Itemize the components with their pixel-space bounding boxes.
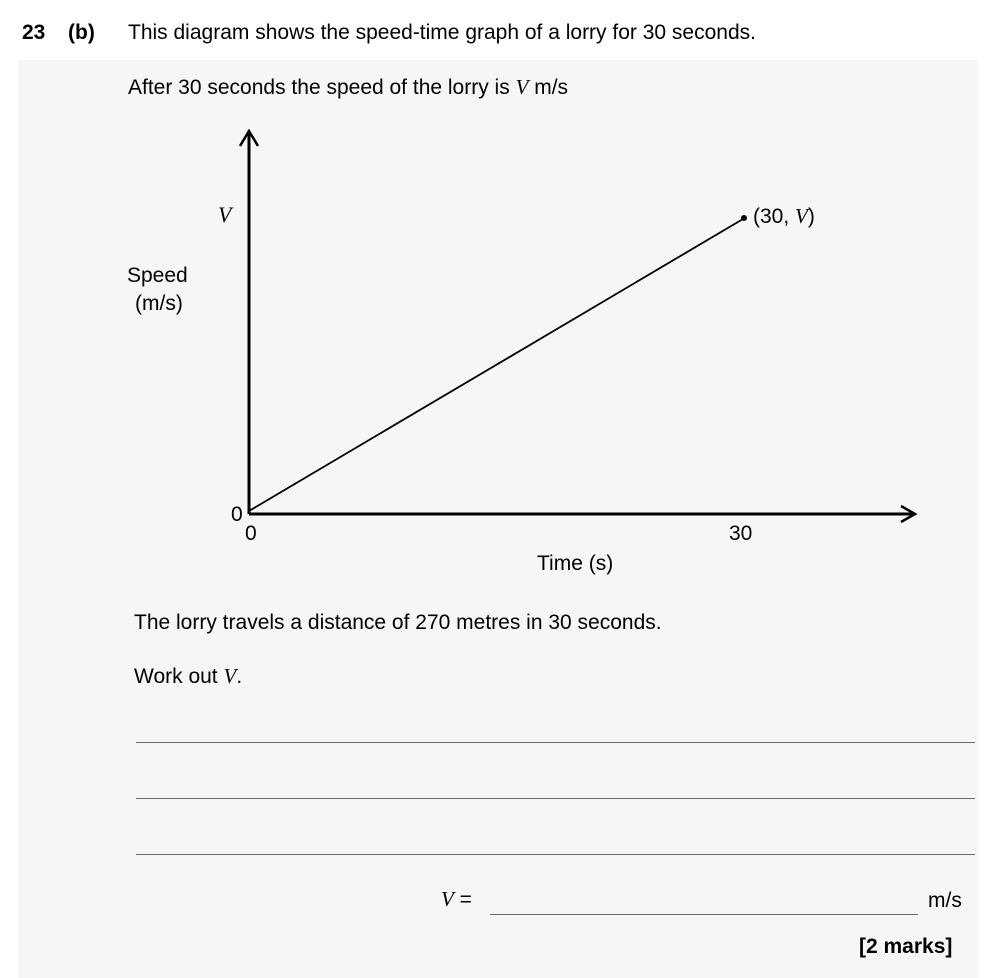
y-tick-v: V: [218, 202, 232, 227]
point-label: [753, 206, 815, 227]
working-line-1[interactable]: [136, 742, 975, 743]
speed-line: [249, 219, 743, 511]
y-axis-label-line2: (m/s): [135, 292, 183, 315]
point-label-suffix: ): [807, 205, 815, 228]
work-prefix: Work out: [134, 665, 218, 688]
answer-line[interactable]: [490, 914, 918, 915]
answer-equals: =: [459, 888, 472, 911]
x-tick-0: 0: [245, 522, 257, 545]
after-prefix: After 30 seconds the speed of the lorry is: [128, 76, 510, 99]
answer-label: [441, 889, 472, 910]
distance-text: The lorry travels a distance of 270 metres in 30 seconds.: [134, 611, 662, 634]
answer-variable: V: [441, 887, 454, 911]
working-line-2[interactable]: [136, 798, 975, 799]
x-tick-30: 30: [729, 522, 753, 545]
y-axis-label-line1: Speed: [127, 264, 188, 287]
after-variable: V: [515, 75, 529, 99]
question-part: (b): [68, 21, 95, 44]
question-number: 23: [22, 21, 46, 44]
after-unit: m/s: [534, 76, 569, 99]
x-axis-label: Time (s): [537, 552, 614, 575]
intro-text: This diagram shows the speed-time graph of a lorry for 30 seconds.: [128, 21, 756, 44]
end-point: [741, 215, 747, 221]
work-out-text: [134, 666, 242, 687]
answer-unit: m/s: [928, 889, 962, 912]
marks-label: [2 marks]: [859, 935, 953, 958]
y-tick-0: 0: [231, 503, 243, 526]
working-line-3[interactable]: [136, 854, 975, 855]
point-label-variable: V: [795, 204, 808, 228]
work-suffix: .: [236, 665, 243, 688]
point-label-prefix: (30,: [753, 205, 790, 228]
work-variable: V: [223, 664, 237, 688]
